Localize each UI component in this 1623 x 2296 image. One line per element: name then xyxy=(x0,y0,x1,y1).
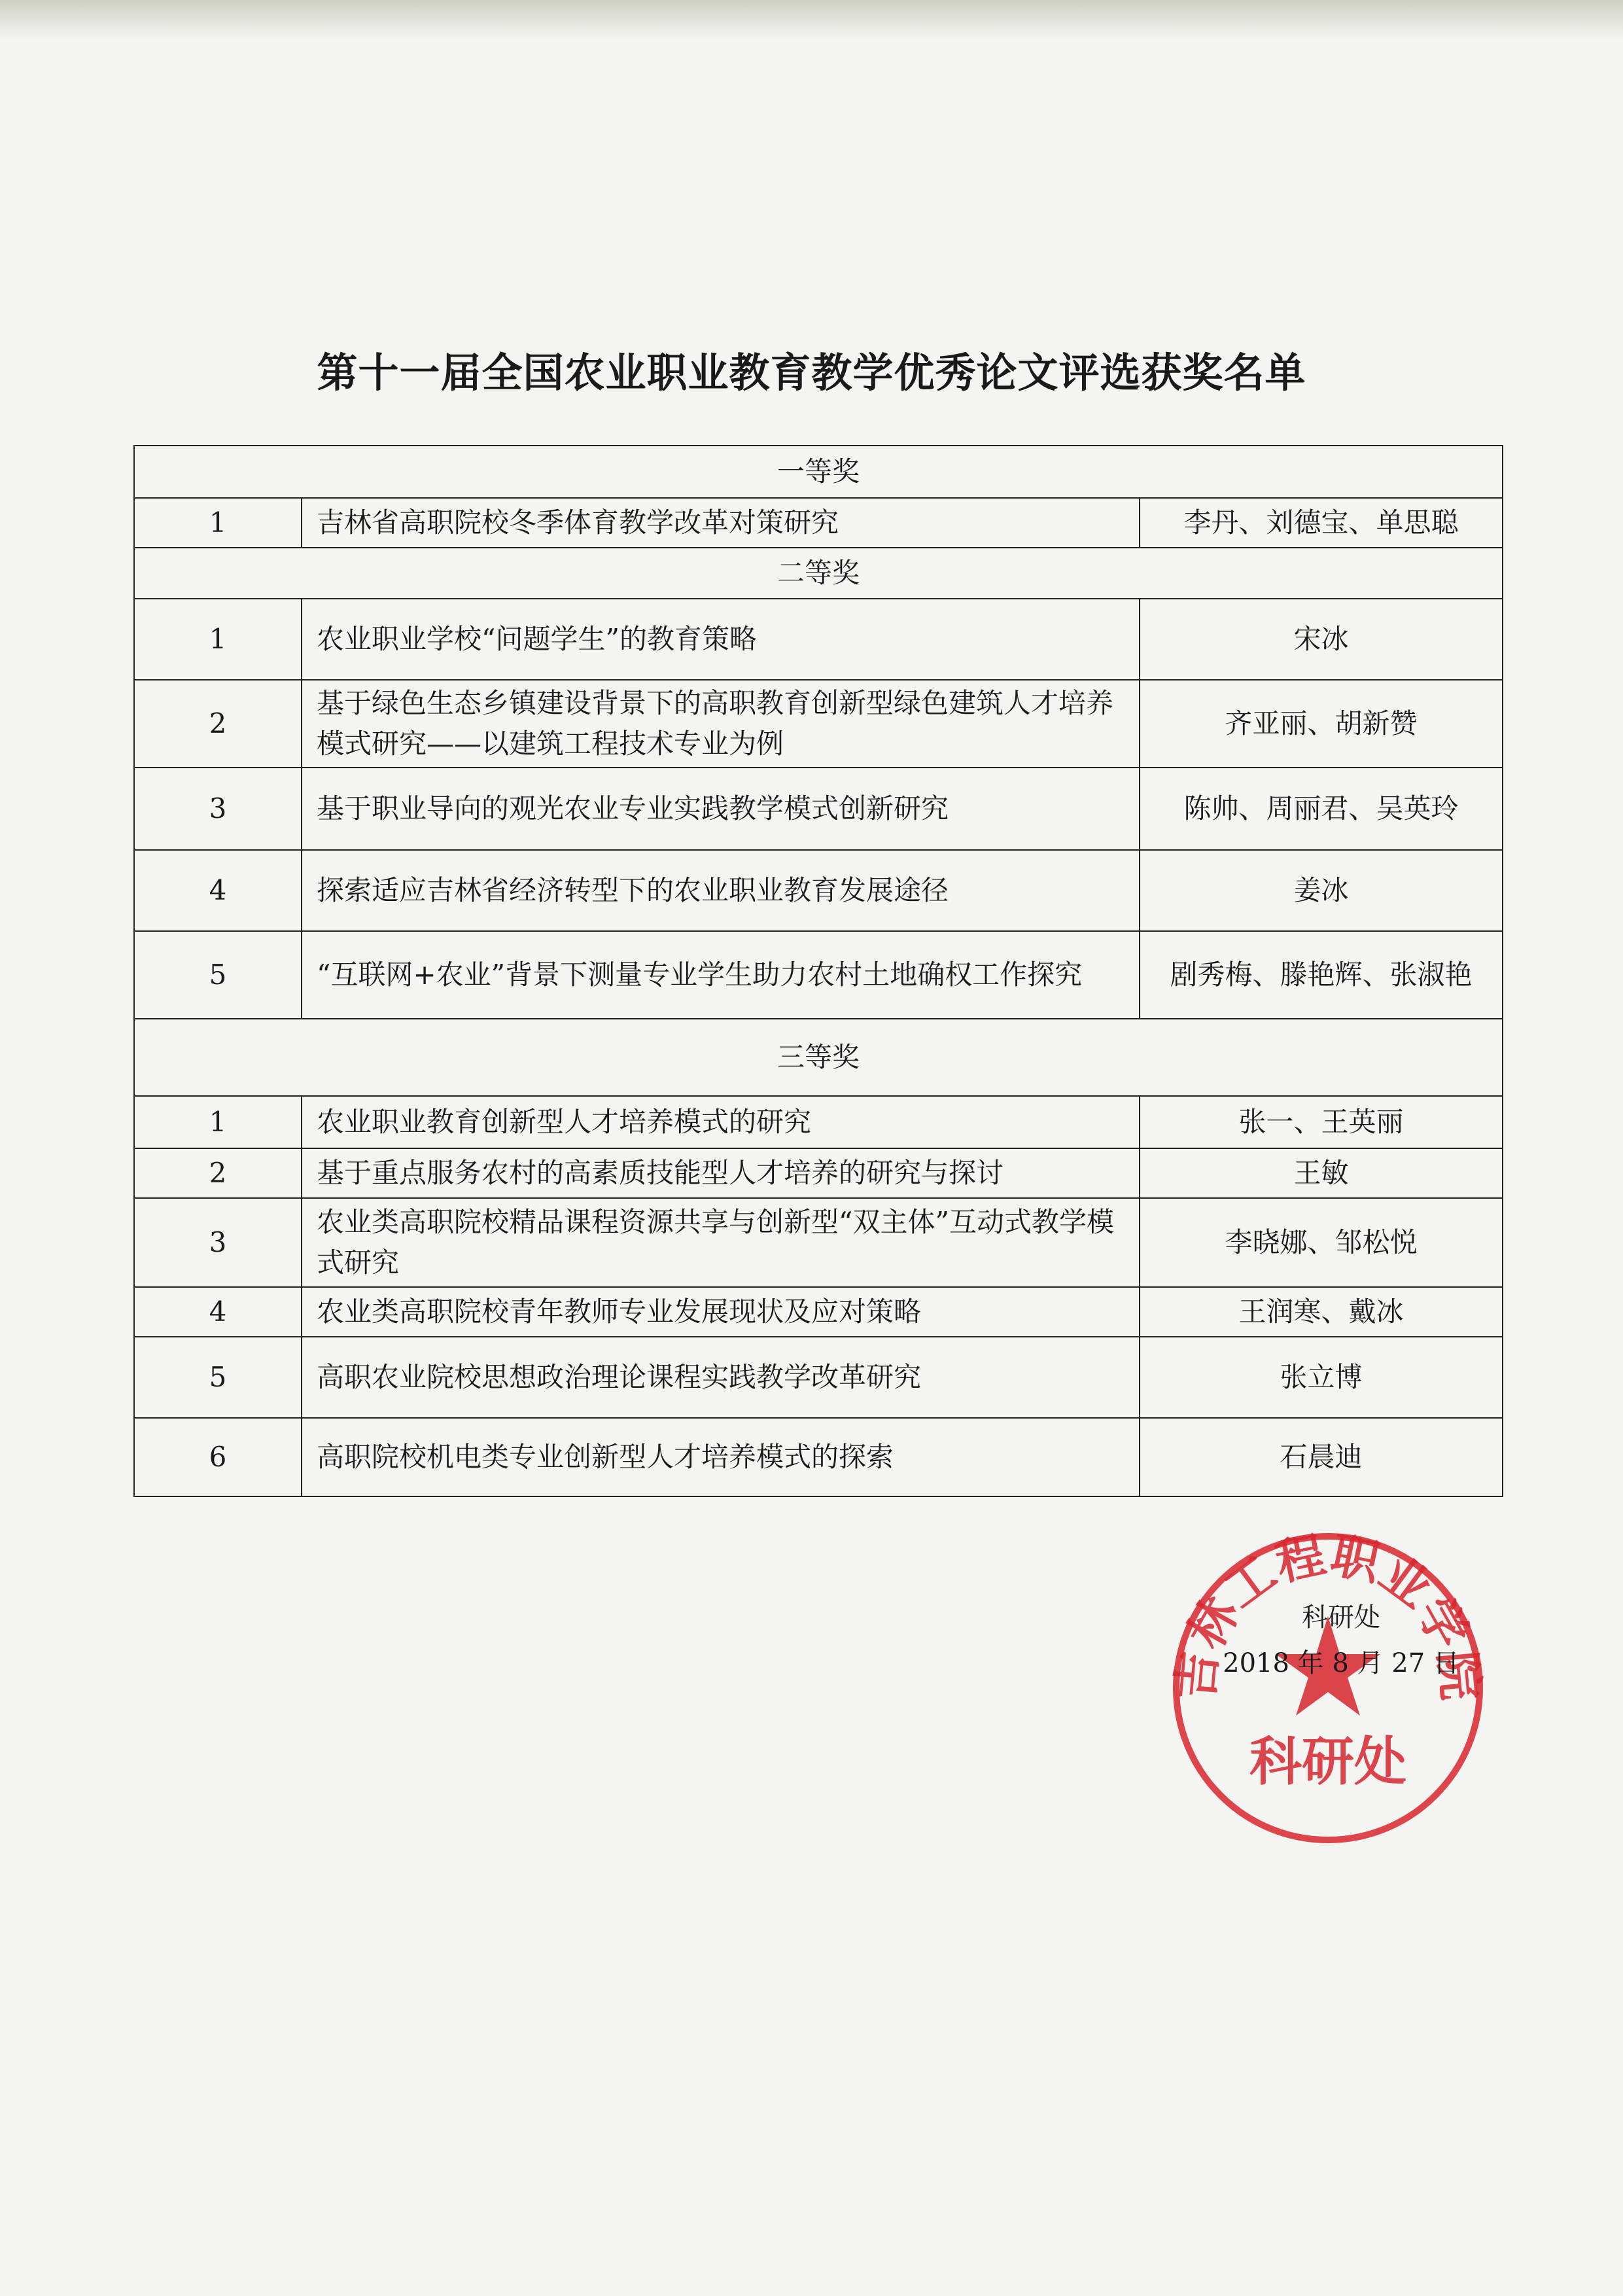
paper-authors: 李晓娜、邹松悦 xyxy=(1140,1198,1503,1287)
table-row xyxy=(134,768,1503,850)
seal-ring-text: 吉林工程职业学院 xyxy=(1167,1527,1489,1703)
signature-office: 科研处 xyxy=(1302,1602,1380,1633)
paper-authors: 张立博 xyxy=(1140,1337,1503,1418)
paper-title: 高职农业院校思想政治理论课程实践教学改革研究 xyxy=(302,1337,1140,1418)
row-number: 2 xyxy=(134,680,302,768)
paper-title: 基于重点服务农村的高素质技能型人才培养的研究与探讨 xyxy=(302,1148,1140,1198)
table-row xyxy=(134,680,1503,768)
paper-authors: 王润寒、戴冰 xyxy=(1140,1287,1503,1337)
section-first-prize: 一等奖 xyxy=(134,446,1503,498)
paper-authors: 陈帅、周丽君、吴英玲 xyxy=(1140,768,1503,850)
paper-title: 农业类高职院校青年教师专业发展现状及应对策略 xyxy=(302,1287,1140,1337)
table-row xyxy=(134,850,1503,931)
row-number: 2 xyxy=(134,1148,302,1198)
row-number: 4 xyxy=(134,1287,302,1337)
table-row xyxy=(134,599,1503,680)
row-number: 1 xyxy=(134,1096,302,1148)
award-table xyxy=(133,445,1503,1497)
signature-date: 2018 年 8 月 27 日 xyxy=(1223,1648,1459,1678)
scan-edge xyxy=(0,0,1623,39)
row-number: 1 xyxy=(134,498,302,548)
row-number: 1 xyxy=(134,599,302,680)
paper-title: 基于绿色生态乡镇建设背景下的高职教育创新型绿色建筑人才培养模式研究——以建筑工程技术专业为例 xyxy=(302,680,1140,768)
table-row xyxy=(134,1148,1503,1198)
row-number: 4 xyxy=(134,850,302,931)
section-header-row xyxy=(134,446,1503,498)
seal-center-text: 科研处 xyxy=(1249,1731,1406,1792)
row-number: 5 xyxy=(134,931,302,1019)
paper-authors: 张一、王英丽 xyxy=(1140,1096,1503,1148)
paper-title: 农业职业学校“问题学生”的教育策略 xyxy=(302,599,1140,680)
paper-title: 高职院校机电类专业创新型人才培养模式的探索 xyxy=(302,1418,1140,1496)
paper-title: 农业类高职院校精品课程资源共享与创新型“双主体”互动式教学模式研究 xyxy=(302,1198,1140,1287)
paper-authors: 王敏 xyxy=(1140,1148,1503,1198)
paper-title: 吉林省高职院校冬季体育教学改革对策研究 xyxy=(302,498,1140,548)
table-row xyxy=(134,1418,1503,1496)
row-number: 5 xyxy=(134,1337,302,1418)
section-header-row xyxy=(134,548,1503,599)
row-number: 3 xyxy=(134,768,302,850)
paper-authors: 李丹、刘德宝、单思聪 xyxy=(1140,498,1503,548)
row-number: 3 xyxy=(134,1198,302,1287)
paper-title: 探索适应吉林省经济转型下的农业职业教育发展途径 xyxy=(302,850,1140,931)
paper-authors: 齐亚丽、胡新赞 xyxy=(1140,680,1503,768)
paper-title: “互联网+农业”背景下测量专业学生助力农村土地确权工作探究 xyxy=(302,931,1140,1019)
paper-authors: 剧秀梅、滕艳辉、张淑艳 xyxy=(1140,931,1503,1019)
paper-authors: 石晨迪 xyxy=(1140,1418,1503,1496)
paper-authors: 姜冰 xyxy=(1140,850,1503,931)
paper-title: 农业职业教育创新型人才培养模式的研究 xyxy=(302,1096,1140,1148)
paper-title: 基于职业导向的观光农业专业实践教学模式创新研究 xyxy=(302,768,1140,850)
official-seal xyxy=(1164,1525,1492,1852)
table-row xyxy=(134,498,1503,548)
section-third-prize: 三等奖 xyxy=(134,1019,1503,1096)
row-number: 6 xyxy=(134,1418,302,1496)
document-title: 第十一届全国农业职业教育教学优秀论文评选获奖名单 xyxy=(317,349,1306,397)
table-row xyxy=(134,1096,1503,1148)
section-second-prize: 二等奖 xyxy=(134,548,1503,599)
section-header-row xyxy=(134,1019,1503,1096)
table-row xyxy=(134,1337,1503,1418)
table-row xyxy=(134,1198,1503,1287)
table-row xyxy=(134,1287,1503,1337)
paper-authors: 宋冰 xyxy=(1140,599,1503,680)
table-row xyxy=(134,931,1503,1019)
